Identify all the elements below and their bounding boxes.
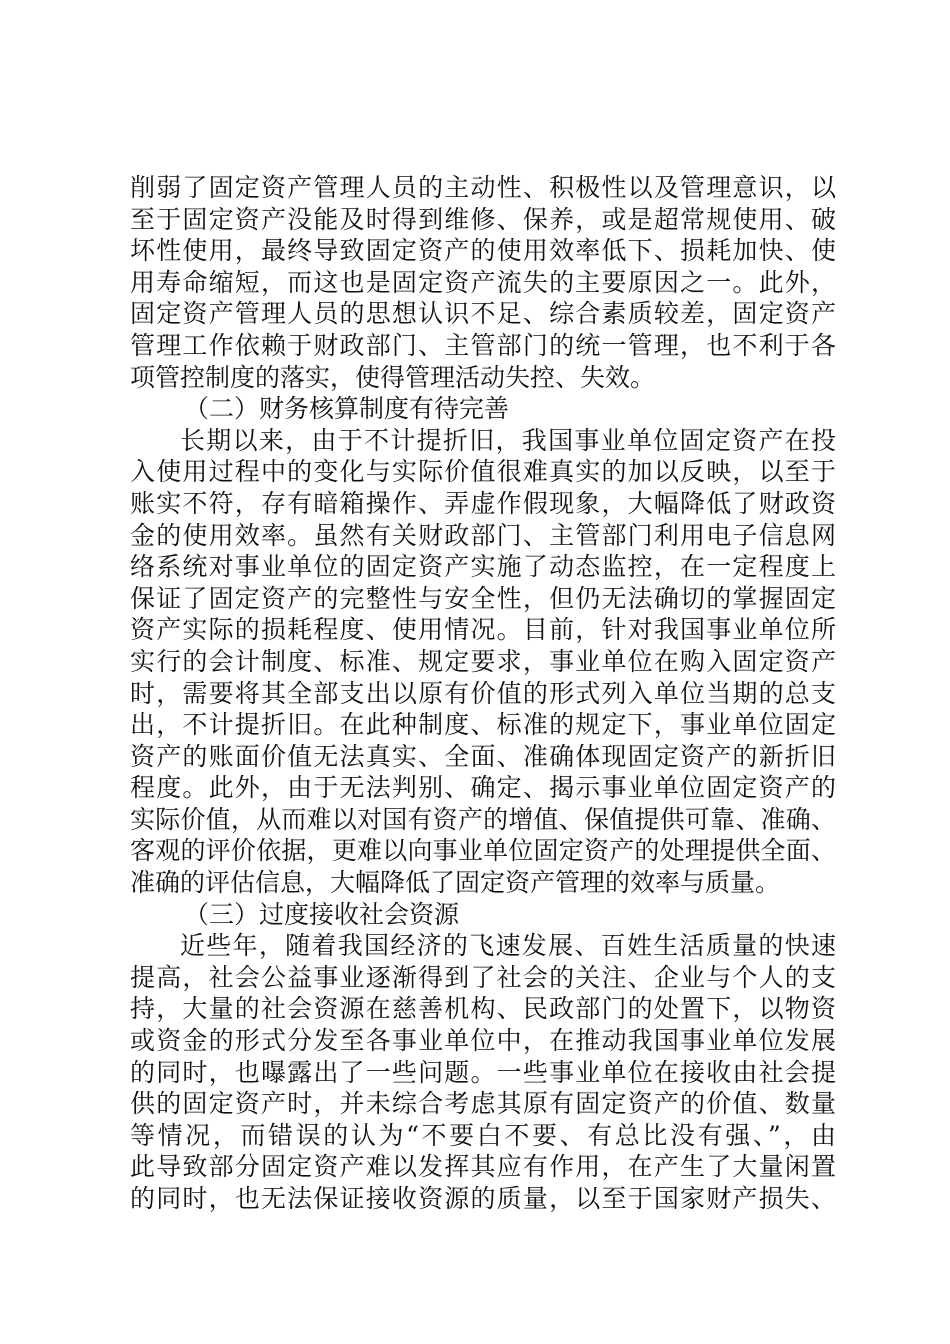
text-line: 等情况，而错误的认为“不要白不要、有总比没有强、”，由 xyxy=(130,1120,836,1150)
text-line: 持，大量的社会资源在慈善机构、民政部门的处置下，以物资 xyxy=(130,994,836,1024)
document-body xyxy=(130,172,836,1215)
text-line: 的同时，也曝露出了一些问题。一些事业单位在接收由社会提 xyxy=(130,1057,836,1087)
text-line: 客观的评价依据，更难以向事业单位固定资产的处理提供全面、 xyxy=(130,836,836,866)
text-line: 准确的评估信息，大幅降低了固定资产管理的效率与质量。 xyxy=(130,868,781,898)
text-line: 出，不计提折旧。在此种制度、标准的规定下，事业单位固定 xyxy=(130,710,836,740)
text-line: 坏性使用，最终导致固定资产的使用效率低下、损耗加快、使 xyxy=(130,236,836,266)
text-line: 项管控制度的落实，使得管理活动失控、失效。 xyxy=(130,362,656,392)
paragraph-accounting xyxy=(130,425,836,899)
text-line: 提高，社会公益事业逐渐得到了社会的关注、企业与个人的支 xyxy=(130,962,836,992)
text-line: 长期以来，由于不计提折旧，我国事业单位固定资产在投 xyxy=(180,425,836,455)
text-line: 用寿命缩短，而这也是固定资产流失的主要原因之一。此外， xyxy=(130,267,836,297)
text-line: 供的固定资产时，并未综合考虑其原有固定资产的价值、数量 xyxy=(130,1089,836,1119)
text-line: 资产实际的损耗程度、使用情况。目前，针对我国事业单位所 xyxy=(130,615,836,645)
text-line: 近些年，随着我国经济的飞速发展、百姓生活质量的快速 xyxy=(180,931,836,961)
text-line: 账实不符，存有暗箱操作、弄虚作假现象，大幅降低了财政资 xyxy=(130,488,836,518)
text-line: 资产的账面价值无法真实、全面、准确体现固定资产的新折旧 xyxy=(130,741,836,771)
text-line: 实行的会计制度、标准、规定要求，事业单位在购入固定资产 xyxy=(130,646,836,676)
paragraph-social-resources xyxy=(130,930,836,1214)
text-line: 固定资产管理人员的思想认识不足、综合素质较差，固定资产 xyxy=(130,299,836,329)
text-line: 此导致部分固定资产难以发挥其应有作用，在产生了大量闲置 xyxy=(130,1152,836,1182)
heading-text: （三）过度接收社会资源 xyxy=(184,899,460,929)
paragraph-continued xyxy=(130,172,836,393)
section-heading-2 xyxy=(130,393,836,425)
heading-text: （二）财务核算制度有待完善 xyxy=(184,394,510,424)
text-line: 削弱了固定资产管理人员的主动性、积极性以及管理意识，以 xyxy=(130,173,836,202)
text-line: 实际价值，从而难以对国有资产的增值、保值提供可靠、准确、 xyxy=(130,804,836,834)
section-heading-3 xyxy=(130,899,836,931)
text-line: 管理工作依赖于财政部门、主管部门的统一管理，也不利于各 xyxy=(130,330,836,360)
text-line: 至于固定资产没能及时得到维修、保养，或是超常规使用、破 xyxy=(130,204,836,234)
text-line: 金的使用效率。虽然有关财政部门、主管部门利用电子信息网 xyxy=(130,520,836,550)
text-line: 络系统对事业单位的固定资产实施了动态监控，在一定程度上 xyxy=(130,552,836,582)
text-line: 的同时，也无法保证接收资源的质量，以至于国家财产损失、 xyxy=(130,1184,836,1213)
text-line: 时，需要将其全部支出以原有价值的形式列入单位当期的总支 xyxy=(130,678,836,708)
text-line: 程度。此外，由于无法判别、确定、揭示事业单位固定资产的 xyxy=(130,773,836,803)
text-line: 入使用过程中的变化与实际价值很难真实的加以反映，以至于 xyxy=(130,457,836,487)
text-line: 保证了固定资产的完整性与安全性，但仍无法确切的掌握固定 xyxy=(130,583,836,613)
text-line: 或资金的形式分发至各事业单位中，在推动我国事业单位发展 xyxy=(130,1026,836,1056)
